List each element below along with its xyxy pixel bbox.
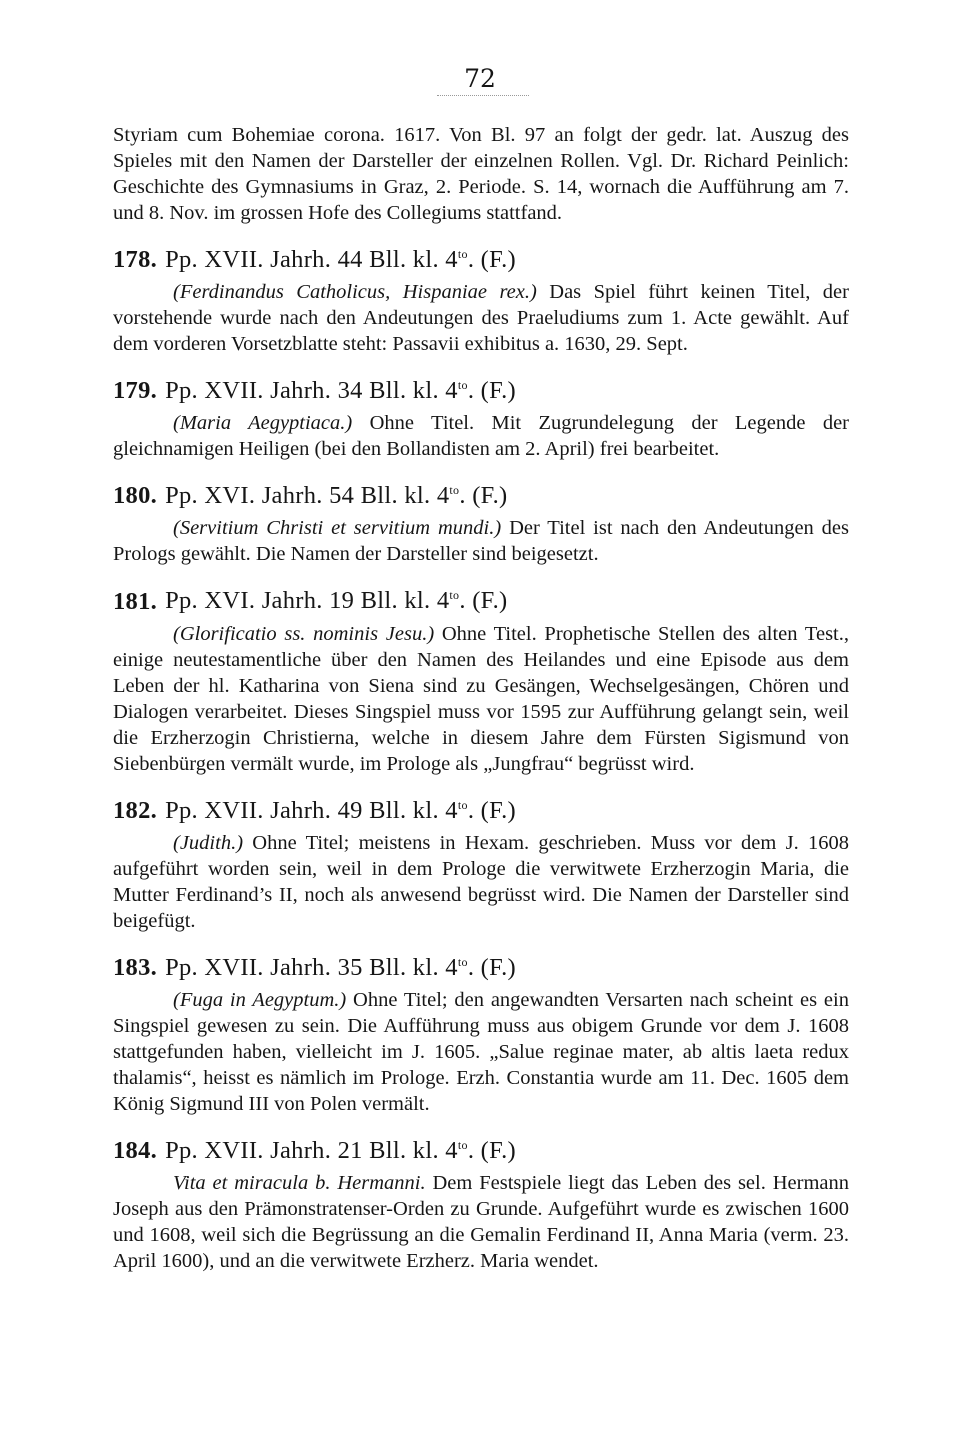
- entry-heading: [113, 370, 849, 406]
- entry-heading-sup: to: [457, 1137, 468, 1152]
- entry-number: 183.: [113, 953, 158, 981]
- entry-description: [113, 279, 849, 357]
- entry-title: (Maria Aegyptiaca.): [173, 412, 353, 435]
- entry-number: 184.: [113, 1137, 158, 1165]
- entry-heading-text: Pp. XVII. Jahrh. 49 Bll. kl. 4: [165, 796, 458, 824]
- entry-description: [113, 830, 849, 934]
- entry-body-text: Das Spiel führt keinen Titel, der vorstehende wurde nach den Andeutungen des Praeludiums zum 1. Acte gewählt. Auf dem vorderen Vorsetzblatte steht: Passavii exhibitus a. 1630, 29. Sept.: [113, 281, 849, 356]
- catalog-entry-184: [113, 1130, 849, 1274]
- entry-heading-sup: to: [457, 954, 468, 969]
- entry-description: [113, 621, 849, 777]
- entry-number: 179.: [113, 377, 158, 405]
- entry-heading-text: Pp. XVII. Jahrh. 44 Bll. kl. 4: [165, 246, 458, 274]
- entry-heading-sup: to: [457, 378, 468, 393]
- entry-heading-tail: . (F.): [459, 482, 508, 510]
- entry-heading-text: Pp. XVII. Jahrh. 21 Bll. kl. 4: [165, 1137, 458, 1165]
- entry-heading-tail: . (F.): [467, 377, 516, 405]
- entry-heading: [113, 790, 849, 826]
- entry-heading-tail: . (F.): [467, 1137, 516, 1165]
- entry-body-text: Dem Festspiele liegt das Leben des sel. Hermann Joseph aus den Prämonstratenser-Orden zu Grunde. Aufgeführt wurde es zwischen 1600 und 1608, weil sich die Begrüssung an die Gemalin Ferdinand II, Anna Maria (verm. 23. April 1600), und an die verwitwete Erzherz. Maria wendet.: [113, 1172, 849, 1273]
- entry-heading-text: Pp. XVI. Jahrh. 19 Bll. kl. 4: [165, 587, 450, 615]
- entry-heading: [113, 1130, 849, 1166]
- entry-number: 182.: [113, 796, 158, 824]
- catalog-entry-182: [113, 790, 849, 934]
- entry-number: 181.: [113, 587, 158, 615]
- catalog-entry-180: [113, 475, 849, 567]
- catalog-entry-179: [113, 370, 849, 462]
- catalog-entry-183: [113, 947, 849, 1117]
- catalog-entry-181: [113, 580, 849, 776]
- entry-description: [113, 410, 849, 462]
- entry-heading-tail: . (F.): [467, 953, 516, 981]
- entry-heading: [113, 475, 849, 511]
- entry-heading: [113, 580, 849, 616]
- entry-title: (Ferdinandus Catholicus, Hispaniae rex.): [173, 281, 537, 304]
- entry-title: (Judith.): [173, 831, 244, 854]
- page-number-rule: [437, 95, 529, 96]
- entry-heading-text: Pp. XVII. Jahrh. 34 Bll. kl. 4: [165, 377, 458, 405]
- entry-number: 180.: [113, 482, 158, 510]
- catalog-entry-178: [113, 239, 849, 357]
- entry-body-text: Ohne Titel. Mit Zugrundelegung der Legende der gleichnamigen Heiligen (bei den Bollandisten am 2. April) frei bearbeitet.: [113, 412, 849, 461]
- entry-body-text: Der Titel ist nach den Andeutungen des Prologs gewählt. Die Namen der Darsteller sind beigesetzt.: [113, 517, 850, 566]
- intro-paragraph: Styriam cum Bohemiae corona. 1617. Von Bl. 97 an folgt der gedr. lat. Auszug des Spieles mit den Namen der Darsteller der einzelnen Rollen. Vgl. Dr. Richard Peinlich: Geschichte des Gymnasiums in Graz, 2. Periode. S. 14, wornach die Aufführung am 7. und 8. Nov. im grossen Hofe des Collegiums stattfand.: [113, 124, 849, 224]
- entry-heading-text: Pp. XVI. Jahrh. 54 Bll. kl. 4: [165, 482, 450, 510]
- page-text: [113, 122, 849, 1274]
- entry-heading-sup: to: [457, 247, 468, 261]
- page-number: 72: [464, 64, 496, 93]
- entry-body-text: Ohne Titel; meistens in Hexam. geschrieben. Muss vor dem J. 1608 aufgeführt worden sein, weil in dem Prologe die verwitwete Erzherzogin Maria, die Mutter Ferdinand’s II, noch als anwesend begrüsst wird. Die Namen der Darsteller sind beigefügt.: [113, 831, 849, 932]
- entry-title: Vita et miracula b. Hermanni.: [173, 1172, 426, 1195]
- entry-heading-tail: . (F.): [467, 796, 516, 824]
- entry-heading-sup: to: [449, 483, 460, 498]
- entry-body-text: Ohne Titel. Prophetische Stellen des alten Test., einige neutestamentliche über den Namen des Heilandes und eine Episode aus dem Leben der hl. Katharina von Siena sind zu Gesängen, Wechselgesängen, Chören und Dialogen verarbeitet. Dieses Singspiel muss vor 1595 zur Aufführung gelangt sein, weil die Erzherzogin Christierna, welche in diesem Jahre dem Fürsten Sigismund von Siebenbürgen vermält wurde, im Prologe als „Jungfrau“ begrüsst wird.: [113, 622, 849, 775]
- entry-number: 178.: [113, 246, 158, 274]
- entry-heading-sup: to: [457, 797, 468, 812]
- entry-body-text: Ohne Titel; den angewandten Versarten nach scheint es ein Singspiel gewesen zu sein. Die Aufführung muss aus obigem Grunde vor dem J. 1608 stattgefunden haben, vielleicht im J. 1605. „Salue reginae mater, ab altis laeta redux thalamis“, heisst es nämlich im Prologe. Erzh. Constantia wurde am 11. Dec. 1605 dem König Sigmund III von Polen vermält.: [113, 988, 849, 1115]
- entry-heading-tail: . (F.): [459, 587, 508, 615]
- entry-description: [113, 515, 849, 567]
- entry-heading-tail: . (F.): [467, 246, 516, 274]
- entry-description: [113, 987, 849, 1117]
- entry-heading-text: Pp. XVII. Jahrh. 35 Bll. kl. 4: [165, 953, 458, 981]
- entry-title: (Glorificatio ss. nominis Jesu.): [173, 622, 435, 645]
- entry-heading: [113, 947, 849, 983]
- entry-heading: [113, 239, 849, 275]
- entry-description: [113, 1170, 849, 1274]
- entry-heading-sup: to: [449, 588, 460, 603]
- entry-title: (Fuga in Aegyptum.): [173, 988, 347, 1011]
- entry-title: (Servitium Christi et servitium mundi.): [173, 517, 502, 540]
